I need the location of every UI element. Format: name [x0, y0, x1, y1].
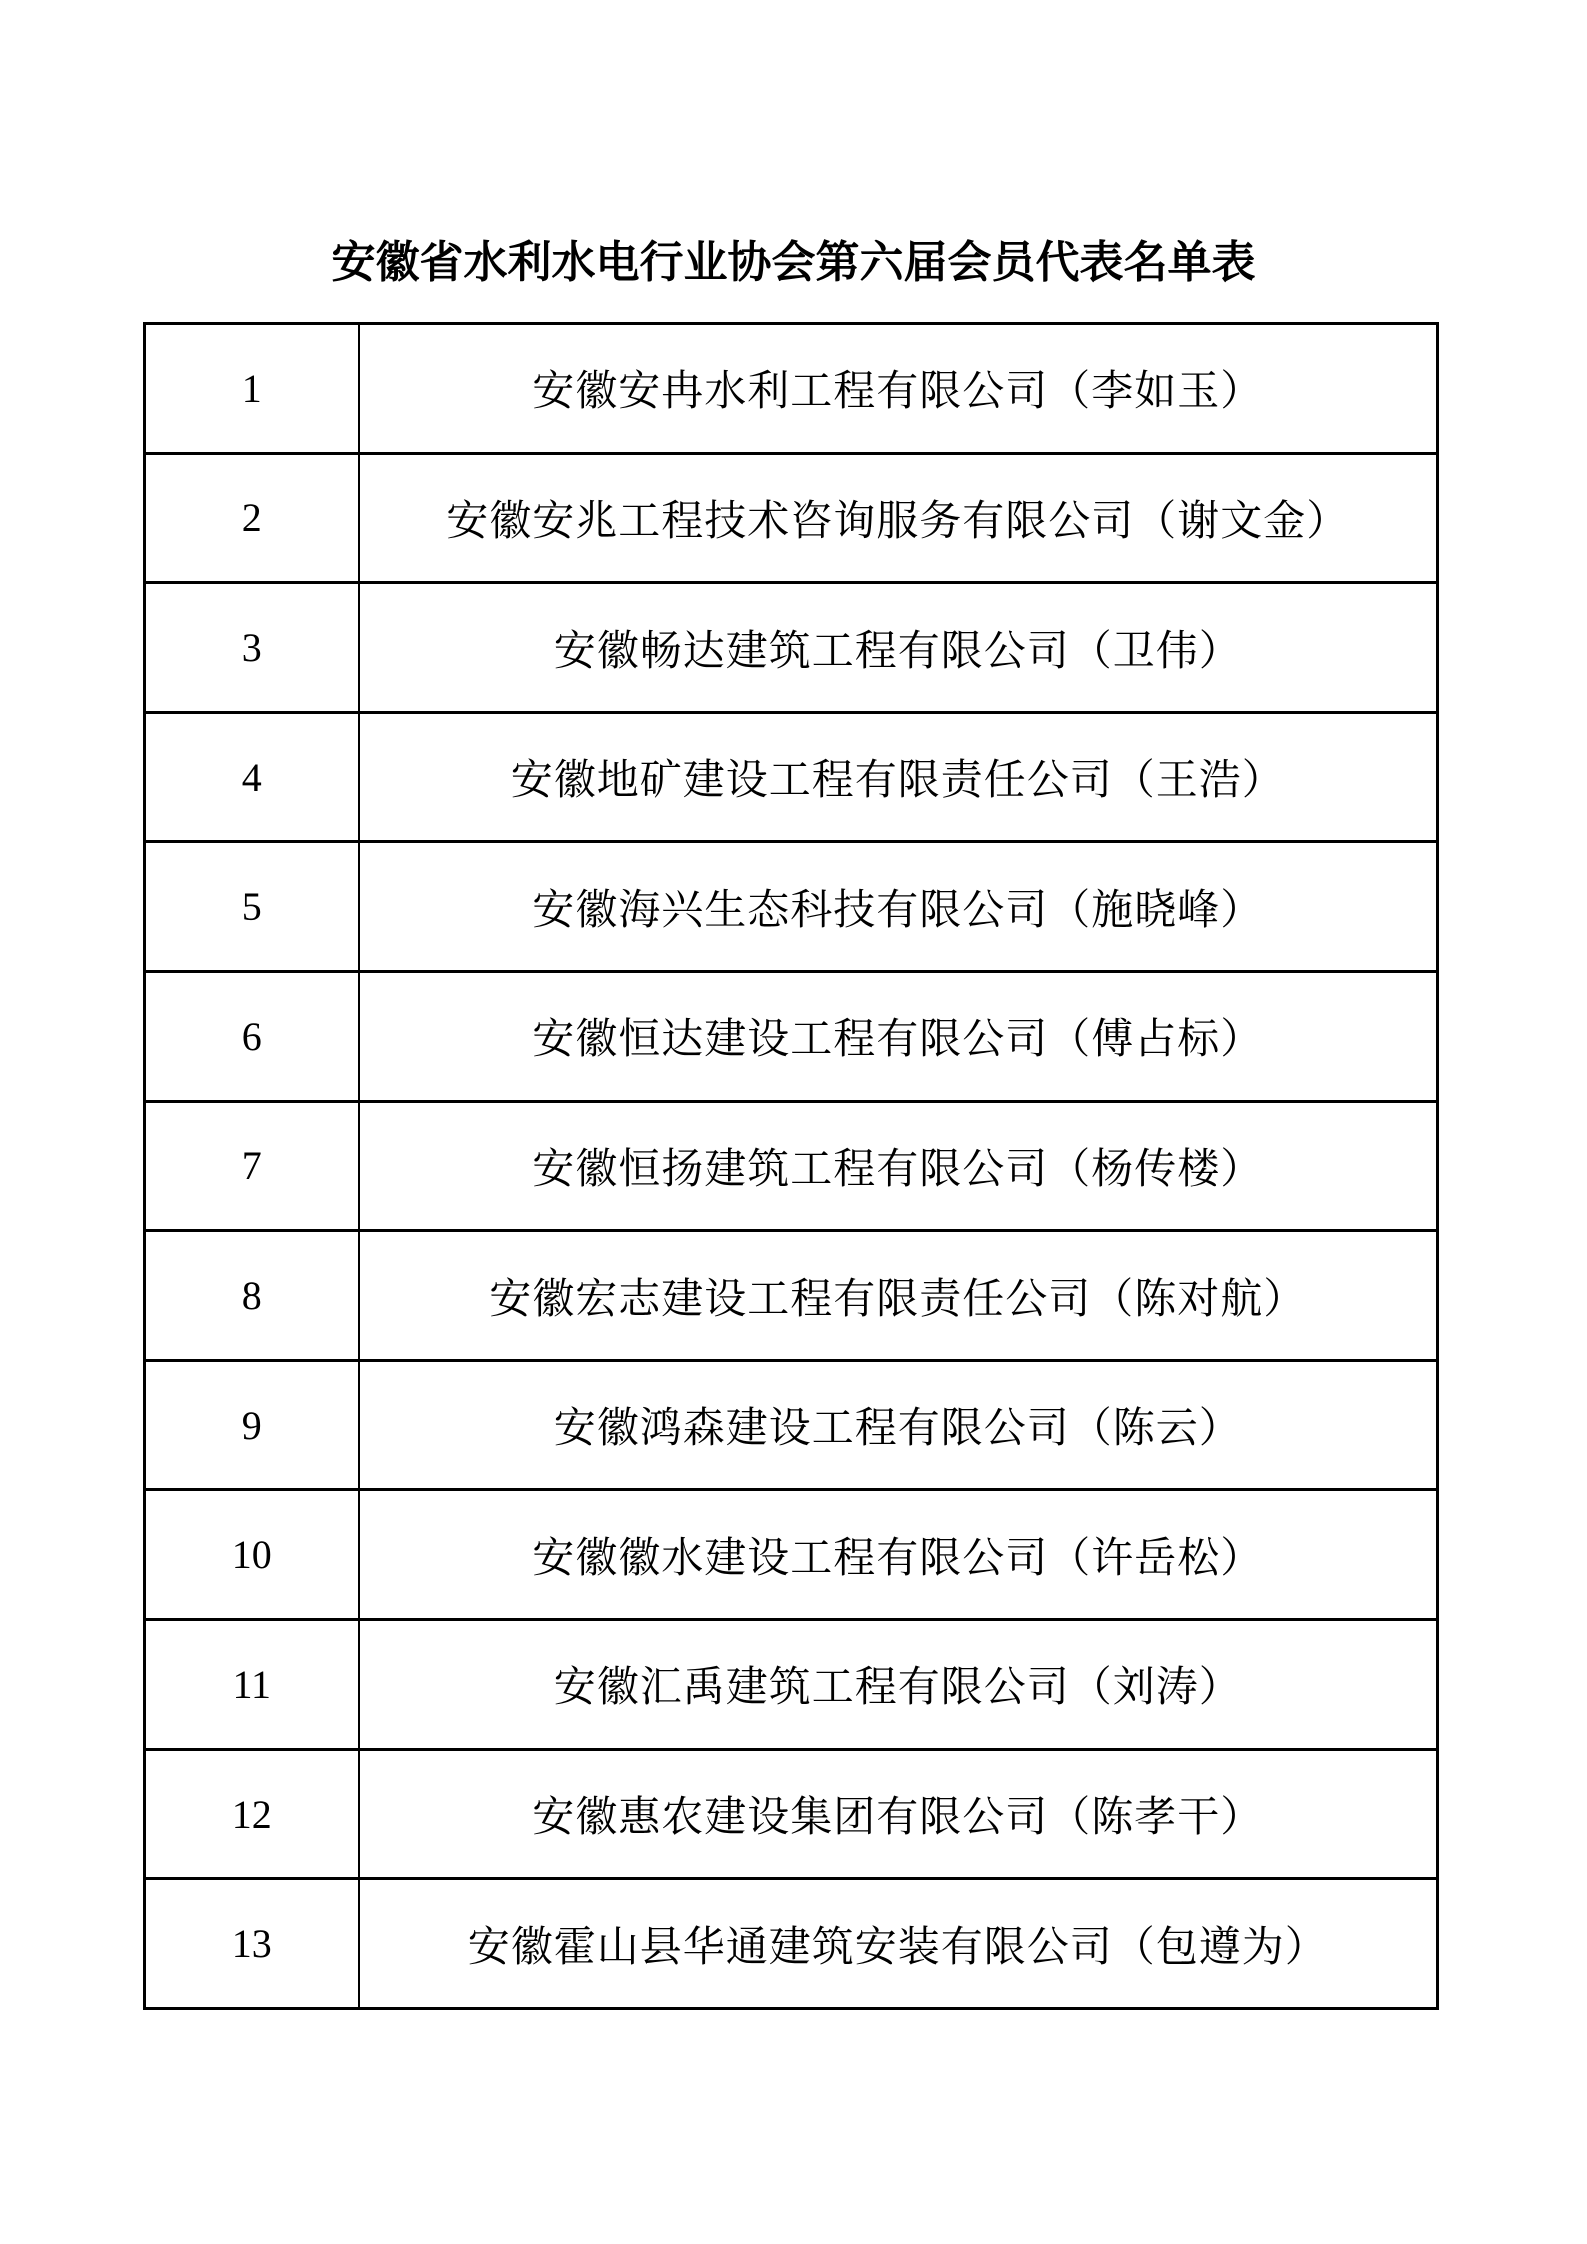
table-row [145, 972, 1438, 1102]
row-number-cell: 9 [145, 1360, 359, 1490]
table-row [145, 1879, 1438, 2009]
company-name-cell: 安徽宏志建设工程有限责任公司（陈对航） [359, 1231, 1438, 1361]
table-row [145, 453, 1438, 583]
company-name-cell: 安徽惠农建设集团有限公司（陈孝干） [359, 1749, 1438, 1879]
row-number-cell: 11 [145, 1620, 359, 1750]
table-row [145, 712, 1438, 842]
table-row [145, 1620, 1438, 1750]
row-number-cell: 6 [145, 972, 359, 1102]
company-name-cell: 安徽汇禹建筑工程有限公司（刘涛） [359, 1620, 1438, 1750]
company-name-cell: 安徽安兆工程技术咨询服务有限公司（谢文金） [359, 453, 1438, 583]
company-name-cell: 安徽霍山县华通建筑安装有限公司（包遵为） [359, 1879, 1438, 2009]
table-row [145, 1360, 1438, 1490]
row-number-cell: 10 [145, 1490, 359, 1620]
row-number-cell: 12 [145, 1749, 359, 1879]
row-number-cell: 8 [145, 1231, 359, 1361]
document-title: 安徽省水利水电行业协会第六届会员代表名单表 [331, 238, 1256, 287]
table-row [145, 583, 1438, 713]
member-list-body [145, 324, 1438, 2009]
row-number-cell: 13 [145, 1879, 359, 2009]
row-number-cell: 7 [145, 1101, 359, 1231]
company-name-cell: 安徽地矿建设工程有限责任公司（王浩） [359, 712, 1438, 842]
row-number-cell: 1 [145, 324, 359, 454]
row-number-cell: 4 [145, 712, 359, 842]
table-row [145, 1490, 1438, 1620]
table-row [145, 1101, 1438, 1231]
company-name-cell: 安徽畅达建筑工程有限公司（卫伟） [359, 583, 1438, 713]
row-number-cell: 5 [145, 842, 359, 972]
company-name-cell: 安徽徽水建设工程有限公司（许岳松） [359, 1490, 1438, 1620]
table-row [145, 1231, 1438, 1361]
table-row [145, 324, 1438, 454]
company-name-cell: 安徽鸿森建设工程有限公司（陈云） [359, 1360, 1438, 1490]
table-row [145, 842, 1438, 972]
row-number-cell: 3 [145, 583, 359, 713]
row-number-cell: 2 [145, 453, 359, 583]
company-name-cell: 安徽海兴生态科技有限公司（施晓峰） [359, 842, 1438, 972]
member-list-table [143, 322, 1439, 2010]
company-name-cell: 安徽安冉水利工程有限公司（李如玉） [359, 324, 1438, 454]
company-name-cell: 安徽恒达建设工程有限公司（傅占标） [359, 972, 1438, 1102]
table-row [145, 1749, 1438, 1879]
company-name-cell: 安徽恒扬建筑工程有限公司（杨传楼） [359, 1101, 1438, 1231]
